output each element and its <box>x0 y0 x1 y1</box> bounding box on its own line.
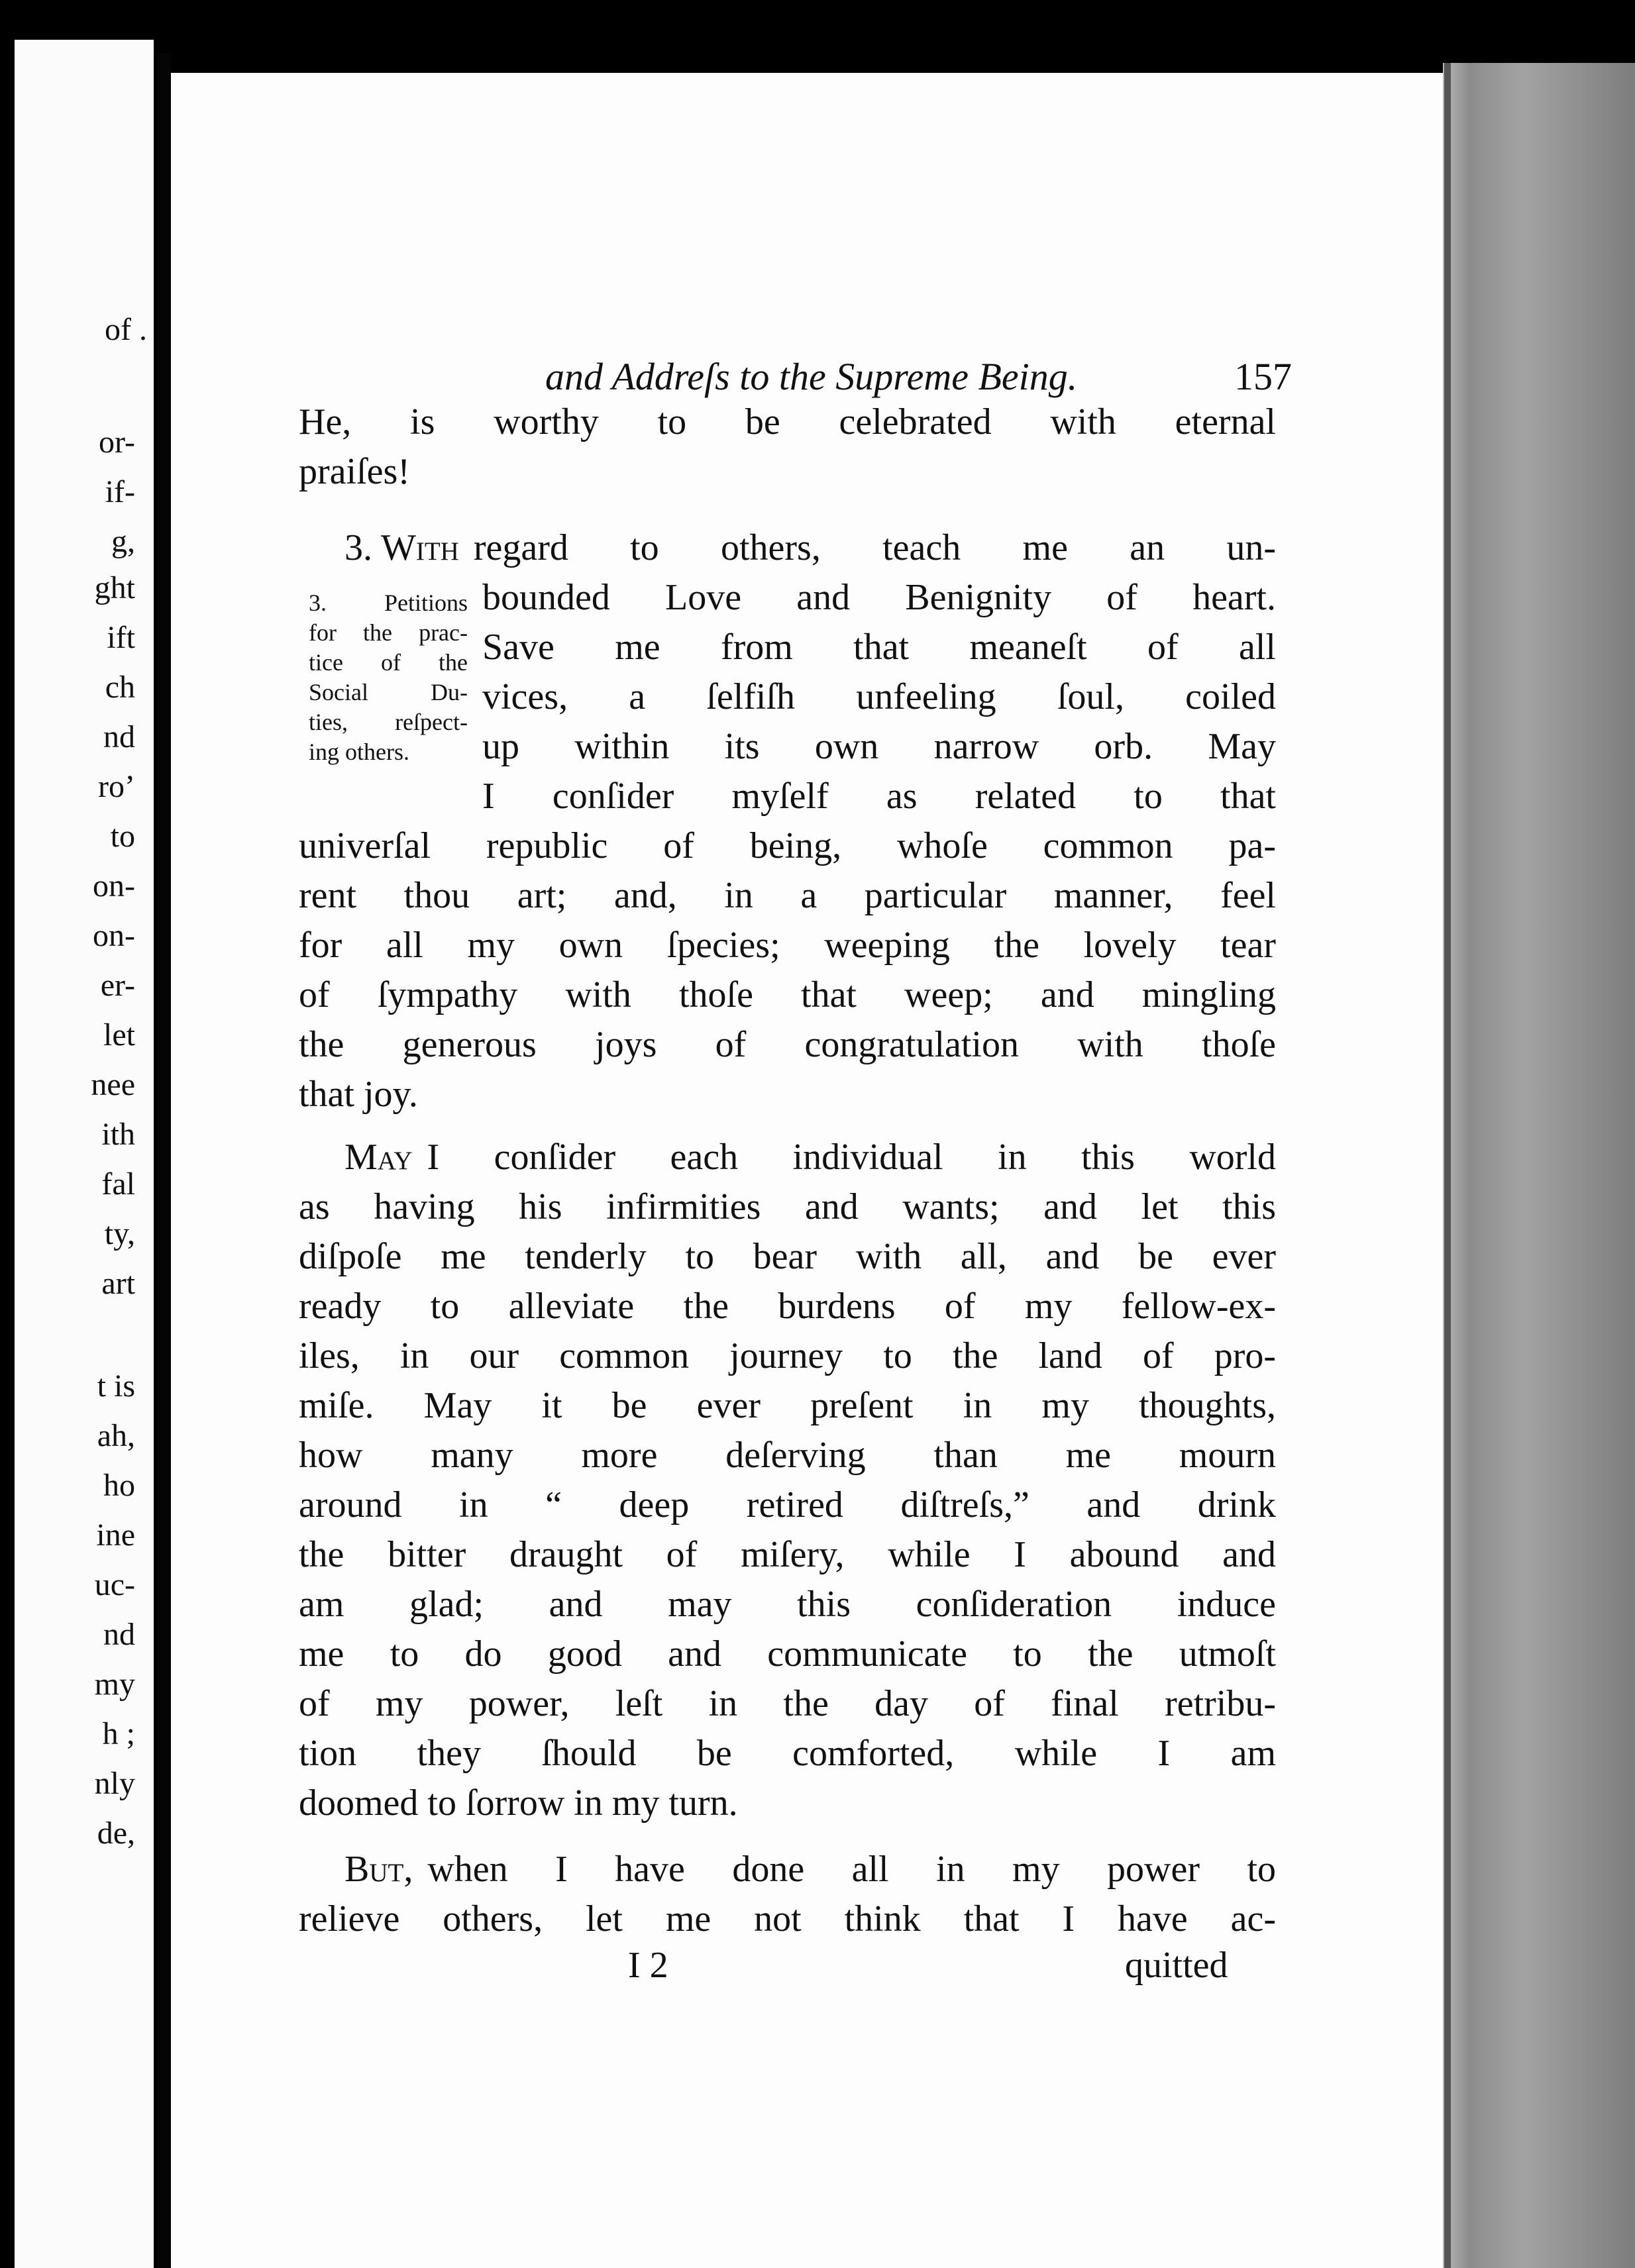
text-line: of ſympathy with thoſe that weep; and mingling <box>299 974 1276 1015</box>
text-line: relieve others, let me not think that I have ac- <box>299 1898 1276 1939</box>
page-crease <box>1444 63 1451 2268</box>
left-page-fragment-text: on- <box>93 868 135 903</box>
marginal-note-line: tice of the <box>309 649 468 676</box>
text-line: He, is worthy to be celebrated with eternal <box>299 401 1276 442</box>
left-page-fragment-text: ght <box>94 570 135 605</box>
left-page-fragment-text: ith <box>101 1117 135 1152</box>
signature-mark: I 2 <box>628 1945 668 1986</box>
text-line: bounded Love and Benignity of heart. <box>482 577 1276 618</box>
marginal-note <box>309 588 468 767</box>
text-line: for all my own ſpecies; weeping the lovely tear <box>299 925 1276 966</box>
text-line: when I have done all in my power to <box>427 1849 1276 1890</box>
left-page-fragment-text: ho <box>103 1468 135 1503</box>
left-page-fragment-text: nee <box>91 1067 135 1102</box>
text-line: the generous joys of congratulation with thoſe <box>299 1024 1276 1065</box>
left-page-fragment-text: to <box>110 819 135 854</box>
catchword: quitted <box>1125 1945 1228 1986</box>
text-line: diſpoſe me tenderly to bear with all, and be ever <box>299 1236 1276 1277</box>
left-page-fragment-text: on- <box>93 918 135 953</box>
left-page-fragment-text: g, <box>111 524 135 559</box>
marginal-note-line: 3. Petitions <box>309 590 468 616</box>
paragraph-opening-line <box>344 1848 1276 1890</box>
marginal-note-line: for the prac- <box>309 619 468 646</box>
left-page-fragment-text: nd <box>103 719 135 754</box>
text-line: up within its own narrow orb. May <box>482 726 1276 767</box>
text-line: miſe. May it be ever preſent in my thoughts, <box>299 1385 1276 1426</box>
text-line: praiſes! <box>299 451 410 492</box>
text-line: rent thou art; and, in a particular manner, feel <box>299 875 1276 916</box>
left-page-fragment-text: nd <box>103 1617 135 1652</box>
book-page <box>171 73 1443 2268</box>
running-head: and Addreſs to the Supreme Being. <box>545 355 1078 398</box>
text-line: of my power, leſt in the day of final retribu- <box>299 1683 1276 1724</box>
left-page-fragment-text: ine <box>96 1518 135 1553</box>
left-page-fragment <box>15 40 154 2268</box>
paragraph-lead: But, <box>344 1849 413 1890</box>
text-line: doomed to ſorrow in my turn. <box>299 1782 738 1824</box>
left-page-fragment-text: de, <box>97 1816 135 1851</box>
marginal-note-line: ing others. <box>309 739 409 765</box>
left-page-fragment-text: uc- <box>94 1567 135 1602</box>
right-page-edge <box>1443 63 1635 2268</box>
text-line: the bitter draught of miſery, while I abound and <box>299 1534 1276 1575</box>
text-line: around in “ deep retired diſtreſs,” and drink <box>299 1484 1276 1525</box>
left-page-fragment-text: ch <box>105 670 135 705</box>
text-line: how many more deſerving than me mourn <box>299 1435 1276 1476</box>
left-page-fragment-text: my <box>94 1667 135 1702</box>
text-line: I conſider myſelf as related to that <box>482 776 1276 817</box>
text-line: tion they ſhould be comforted, while I am <box>299 1733 1276 1774</box>
text-line: that joy. <box>299 1074 418 1115</box>
text-line: am glad; and may this conſideration induce <box>299 1584 1276 1625</box>
left-page-fragment-text: art <box>101 1266 135 1301</box>
text-line: me to do good and communicate to the utmoſt <box>299 1633 1276 1675</box>
left-page-fragment-text: ro’ <box>98 769 135 804</box>
marginal-note-line: ties, reſpect- <box>309 709 468 735</box>
text-line: regard to others, teach me an un- <box>473 527 1276 568</box>
marginal-note-line: Social Du- <box>309 679 468 705</box>
paragraph-lead: 3. With <box>344 527 459 568</box>
left-page-fragment-text: ah, <box>97 1418 135 1453</box>
binding-gutter <box>156 53 171 2268</box>
left-page-fragment-text: let <box>103 1017 135 1053</box>
left-page-fragment-text: er- <box>100 968 135 1003</box>
left-page-fragment-text: t is <box>97 1368 135 1404</box>
text-line: ready to alleviate the burdens of my fellow-ex- <box>299 1286 1276 1327</box>
left-page-fragment-text: of . <box>105 312 147 347</box>
text-line: Save me from that meaneſt of all <box>482 627 1276 668</box>
text-line: vices, a ſelfiſh unfeeling ſoul, coiled <box>482 676 1276 717</box>
left-page-fragment-text: nly <box>94 1766 135 1801</box>
left-page-fragment-text: h ; <box>102 1716 135 1751</box>
text-line: as having his infirmities and wants; and let this <box>299 1186 1276 1227</box>
paragraph-opening-line <box>344 527 1276 569</box>
left-page-fragment-text: ift <box>107 620 135 655</box>
left-page-fragment-text: if- <box>105 474 135 509</box>
text-line: iles, in our common journey to the land of pro- <box>299 1335 1276 1376</box>
left-page-fragment-text: fal <box>101 1166 135 1202</box>
text-line: univerſal republic of being, whoſe common pa- <box>299 825 1276 866</box>
text-line: I conſider each individual in this world <box>427 1137 1276 1178</box>
paragraph-lead: May <box>344 1137 413 1178</box>
paragraph-opening-line <box>344 1136 1276 1178</box>
left-page-fragment-text: ty, <box>104 1216 135 1251</box>
left-page-fragment-text: or- <box>98 425 135 460</box>
page-number: 157 <box>1234 355 1292 398</box>
